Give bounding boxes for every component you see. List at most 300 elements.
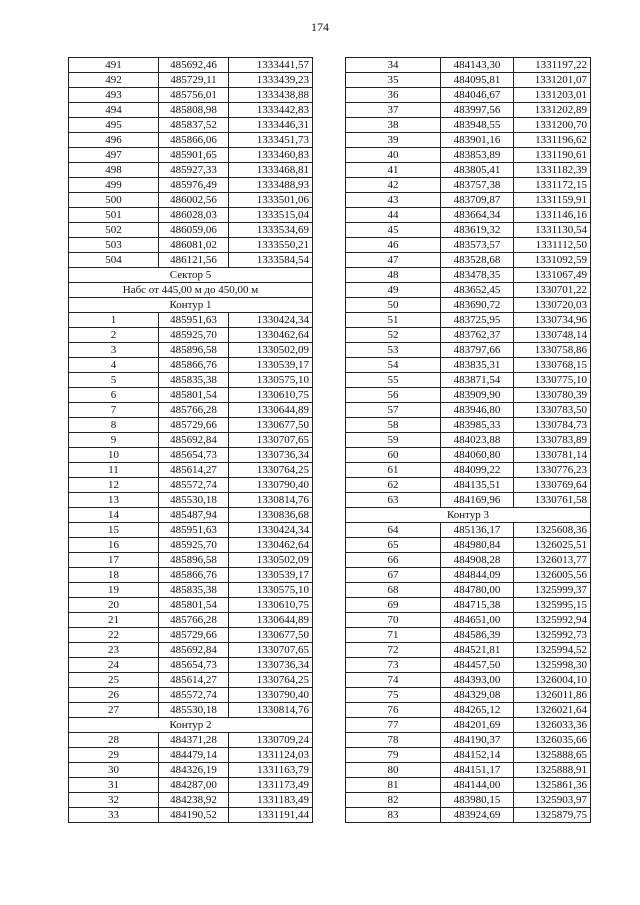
table-row <box>69 658 313 673</box>
x-coordinate-cell: 483835,31 <box>441 358 514 373</box>
point-number-cell: 33 <box>69 808 159 823</box>
x-coordinate-cell: 483871,54 <box>441 373 514 388</box>
x-coordinate-cell: 485896,58 <box>159 553 229 568</box>
table-row <box>346 133 591 148</box>
table-row <box>346 493 591 508</box>
y-coordinate-cell: 1331190,61 <box>514 148 591 163</box>
point-number-cell: 58 <box>346 418 441 433</box>
point-number-cell: 67 <box>346 568 441 583</box>
table-row <box>346 553 591 568</box>
table-row <box>69 253 313 268</box>
section-header-label: Контур 1 <box>69 298 313 313</box>
y-coordinate-cell: 1331200,70 <box>514 118 591 133</box>
x-coordinate-cell: 486121,56 <box>159 253 229 268</box>
y-coordinate-cell: 1330768,15 <box>514 358 591 373</box>
y-coordinate-cell: 1330736,34 <box>229 448 313 463</box>
point-number-cell: 9 <box>69 433 159 448</box>
y-coordinate-cell: 1325888,65 <box>514 748 591 763</box>
y-coordinate-cell: 1325992,94 <box>514 613 591 628</box>
table-row <box>346 313 591 328</box>
x-coordinate-cell: 484980,84 <box>441 538 514 553</box>
y-coordinate-cell: 1330610,75 <box>229 598 313 613</box>
x-coordinate-cell: 485866,76 <box>159 358 229 373</box>
x-coordinate-cell: 485729,66 <box>159 628 229 643</box>
x-coordinate-cell: 485766,28 <box>159 613 229 628</box>
point-number-cell: 16 <box>69 538 159 553</box>
point-number-cell: 8 <box>69 418 159 433</box>
point-number-cell: 76 <box>346 703 441 718</box>
y-coordinate-cell: 1331197,22 <box>514 58 591 73</box>
y-coordinate-cell: 1331202,89 <box>514 103 591 118</box>
x-coordinate-cell: 484371,28 <box>159 733 229 748</box>
y-coordinate-cell: 1330758,86 <box>514 343 591 358</box>
x-coordinate-cell: 483664,34 <box>441 208 514 223</box>
y-coordinate-cell: 1330502,09 <box>229 553 313 568</box>
table-row <box>346 283 591 298</box>
x-coordinate-cell: 486002,56 <box>159 193 229 208</box>
y-coordinate-cell: 1330776,23 <box>514 463 591 478</box>
table-row <box>69 778 313 793</box>
table-row <box>346 178 591 193</box>
x-coordinate-cell: 485729,11 <box>159 73 229 88</box>
table-row <box>69 133 313 148</box>
table-row <box>346 763 591 778</box>
point-number-cell: 28 <box>69 733 159 748</box>
table-row <box>346 103 591 118</box>
table-row <box>346 658 591 673</box>
point-number-cell: 43 <box>346 193 441 208</box>
section-header-label: Контур 2 <box>69 718 313 733</box>
y-coordinate-cell: 1326025,51 <box>514 538 591 553</box>
y-coordinate-cell: 1331191,44 <box>229 808 313 823</box>
point-number-cell: 53 <box>346 343 441 358</box>
y-coordinate-cell: 1333460,83 <box>229 148 313 163</box>
y-coordinate-cell: 1331182,39 <box>514 163 591 178</box>
y-coordinate-cell: 1326004,10 <box>514 673 591 688</box>
point-number-cell: 52 <box>346 328 441 343</box>
table-row <box>69 403 313 418</box>
coordinates-table-left <box>68 57 313 823</box>
point-number-cell: 12 <box>69 478 159 493</box>
y-coordinate-cell: 1331092,59 <box>514 253 591 268</box>
x-coordinate-cell: 485925,70 <box>159 538 229 553</box>
point-number-cell: 11 <box>69 463 159 478</box>
point-number-cell: 64 <box>346 523 441 538</box>
table-row <box>69 628 313 643</box>
x-coordinate-cell: 486081,02 <box>159 238 229 253</box>
point-number-cell: 35 <box>346 73 441 88</box>
point-number-cell: 45 <box>346 223 441 238</box>
y-coordinate-cell: 1331146,16 <box>514 208 591 223</box>
y-coordinate-cell: 1331201,07 <box>514 73 591 88</box>
table-row <box>346 88 591 103</box>
table-row <box>69 748 313 763</box>
x-coordinate-cell: 484190,52 <box>159 808 229 823</box>
point-number-cell: 5 <box>69 373 159 388</box>
point-number-cell: 24 <box>69 658 159 673</box>
y-coordinate-cell: 1330780,39 <box>514 388 591 403</box>
point-number-cell: 72 <box>346 643 441 658</box>
table-row <box>69 688 313 703</box>
y-coordinate-cell: 1333438,88 <box>229 88 313 103</box>
point-number-cell: 494 <box>69 103 159 118</box>
y-coordinate-cell: 1330539,17 <box>229 568 313 583</box>
table-row <box>346 748 591 763</box>
y-coordinate-cell: 1331196,62 <box>514 133 591 148</box>
table-row <box>69 73 313 88</box>
y-coordinate-cell: 1330764,25 <box>229 463 313 478</box>
point-number-cell: 49 <box>346 283 441 298</box>
table-row <box>69 703 313 718</box>
y-coordinate-cell: 1333446,31 <box>229 118 313 133</box>
y-coordinate-cell: 1330734,96 <box>514 313 591 328</box>
y-coordinate-cell: 1330707,65 <box>229 643 313 658</box>
section-header <box>69 718 313 733</box>
x-coordinate-cell: 485951,63 <box>159 313 229 328</box>
x-coordinate-cell: 483946,80 <box>441 403 514 418</box>
point-number-cell: 27 <box>69 703 159 718</box>
point-number-cell: 54 <box>346 358 441 373</box>
point-number-cell: 71 <box>346 628 441 643</box>
point-number-cell: 73 <box>346 658 441 673</box>
y-coordinate-cell: 1333488,93 <box>229 178 313 193</box>
x-coordinate-cell: 485530,18 <box>159 493 229 508</box>
y-coordinate-cell: 1333451,73 <box>229 133 313 148</box>
table-row <box>69 313 313 328</box>
point-number-cell: 74 <box>346 673 441 688</box>
y-coordinate-cell: 1333515,04 <box>229 208 313 223</box>
y-coordinate-cell: 1325879,75 <box>514 808 591 823</box>
y-coordinate-cell: 1330764,25 <box>229 673 313 688</box>
point-number-cell: 44 <box>346 208 441 223</box>
table-row <box>69 58 313 73</box>
x-coordinate-cell: 484190,37 <box>441 733 514 748</box>
table-row <box>346 328 591 343</box>
x-coordinate-cell: 483948,55 <box>441 118 514 133</box>
table-row <box>69 763 313 778</box>
point-number-cell: 22 <box>69 628 159 643</box>
table-row <box>346 598 591 613</box>
x-coordinate-cell: 485866,76 <box>159 568 229 583</box>
y-coordinate-cell: 1330575,10 <box>229 583 313 598</box>
point-number-cell: 503 <box>69 238 159 253</box>
table-row <box>69 553 313 568</box>
y-coordinate-cell: 1325995,15 <box>514 598 591 613</box>
table-row <box>346 778 591 793</box>
table-row <box>69 673 313 688</box>
point-number-cell: 2 <box>69 328 159 343</box>
x-coordinate-cell: 485614,27 <box>159 673 229 688</box>
x-coordinate-cell: 484023,88 <box>441 433 514 448</box>
y-coordinate-cell: 1333468,81 <box>229 163 313 178</box>
point-number-cell: 46 <box>346 238 441 253</box>
table-row <box>69 568 313 583</box>
x-coordinate-cell: 485927,33 <box>159 163 229 178</box>
x-coordinate-cell: 485951,63 <box>159 523 229 538</box>
point-number-cell: 62 <box>346 478 441 493</box>
y-coordinate-cell: 1331163,79 <box>229 763 313 778</box>
point-number-cell: 38 <box>346 118 441 133</box>
point-number-cell: 83 <box>346 808 441 823</box>
table-row <box>346 193 591 208</box>
table-row <box>346 418 591 433</box>
y-coordinate-cell: 1325888,91 <box>514 763 591 778</box>
y-coordinate-cell: 1331203,01 <box>514 88 591 103</box>
point-number-cell: 10 <box>69 448 159 463</box>
table-row <box>69 193 313 208</box>
y-coordinate-cell: 1330424,34 <box>229 313 313 328</box>
point-number-cell: 70 <box>346 613 441 628</box>
table-row <box>69 238 313 253</box>
table-row <box>346 523 591 538</box>
x-coordinate-cell: 483853,89 <box>441 148 514 163</box>
point-number-cell: 7 <box>69 403 159 418</box>
table-row <box>69 103 313 118</box>
x-coordinate-cell: 485866,06 <box>159 133 229 148</box>
y-coordinate-cell: 1333584,54 <box>229 253 313 268</box>
y-coordinate-cell: 1326021,64 <box>514 703 591 718</box>
x-coordinate-cell: 483797,66 <box>441 343 514 358</box>
y-coordinate-cell: 1330575,10 <box>229 373 313 388</box>
x-coordinate-cell: 485835,38 <box>159 583 229 598</box>
point-number-cell: 80 <box>346 763 441 778</box>
x-coordinate-cell: 485654,73 <box>159 448 229 463</box>
table-row <box>69 388 313 403</box>
y-coordinate-cell: 1325903,97 <box>514 793 591 808</box>
table-row <box>346 388 591 403</box>
y-coordinate-cell: 1331124,03 <box>229 748 313 763</box>
y-coordinate-cell: 1330748,14 <box>514 328 591 343</box>
y-coordinate-cell: 1330707,65 <box>229 433 313 448</box>
point-number-cell: 17 <box>69 553 159 568</box>
table-row <box>346 58 591 73</box>
table-row <box>69 793 313 808</box>
y-coordinate-cell: 1325608,36 <box>514 523 591 538</box>
y-coordinate-cell: 1330790,40 <box>229 478 313 493</box>
x-coordinate-cell: 485692,84 <box>159 433 229 448</box>
x-coordinate-cell: 484457,50 <box>441 658 514 673</box>
point-number-cell: 30 <box>69 763 159 778</box>
table-row <box>346 628 591 643</box>
y-coordinate-cell: 1330720,03 <box>514 298 591 313</box>
x-coordinate-cell: 483762,37 <box>441 328 514 343</box>
table-row <box>346 358 591 373</box>
x-coordinate-cell: 483478,35 <box>441 268 514 283</box>
table-row <box>346 478 591 493</box>
x-coordinate-cell: 484152,14 <box>441 748 514 763</box>
x-coordinate-cell: 485837,52 <box>159 118 229 133</box>
table-row <box>69 178 313 193</box>
y-coordinate-cell: 1331130,54 <box>514 223 591 238</box>
y-coordinate-cell: 1326005,56 <box>514 568 591 583</box>
point-number-cell: 50 <box>346 298 441 313</box>
table-row <box>69 148 313 163</box>
y-coordinate-cell: 1330644,89 <box>229 403 313 418</box>
table-row <box>346 208 591 223</box>
x-coordinate-cell: 484151,17 <box>441 763 514 778</box>
y-coordinate-cell: 1325999,37 <box>514 583 591 598</box>
y-coordinate-cell: 1330783,50 <box>514 403 591 418</box>
table-row <box>346 673 591 688</box>
point-number-cell: 63 <box>346 493 441 508</box>
x-coordinate-cell: 484099,22 <box>441 463 514 478</box>
table-row <box>346 253 591 268</box>
x-coordinate-cell: 484586,39 <box>441 628 514 643</box>
section-header-label: Набс от 445,00 м до 450,00 м <box>69 283 313 298</box>
x-coordinate-cell: 485654,73 <box>159 658 229 673</box>
table-row <box>346 268 591 283</box>
point-number-cell: 496 <box>69 133 159 148</box>
table-row <box>69 448 313 463</box>
x-coordinate-cell: 485530,18 <box>159 703 229 718</box>
point-number-cell: 13 <box>69 493 159 508</box>
point-number-cell: 75 <box>346 688 441 703</box>
point-number-cell: 77 <box>346 718 441 733</box>
y-coordinate-cell: 1333439,23 <box>229 73 313 88</box>
table-row <box>346 703 591 718</box>
x-coordinate-cell: 483985,33 <box>441 418 514 433</box>
table-row <box>69 358 313 373</box>
y-coordinate-cell: 1333501,06 <box>229 193 313 208</box>
table-row <box>69 433 313 448</box>
point-number-cell: 69 <box>346 598 441 613</box>
y-coordinate-cell: 1330539,17 <box>229 358 313 373</box>
x-coordinate-cell: 485801,54 <box>159 598 229 613</box>
table-row <box>69 163 313 178</box>
y-coordinate-cell: 1330462,64 <box>229 538 313 553</box>
x-coordinate-cell: 485756,01 <box>159 88 229 103</box>
y-coordinate-cell: 1330836,68 <box>229 508 313 523</box>
x-coordinate-cell: 485487,94 <box>159 508 229 523</box>
table-row <box>69 808 313 823</box>
y-coordinate-cell: 1331172,15 <box>514 178 591 193</box>
x-coordinate-cell: 484329,08 <box>441 688 514 703</box>
table-row <box>346 343 591 358</box>
section-header <box>69 268 313 283</box>
point-number-cell: 32 <box>69 793 159 808</box>
point-number-cell: 21 <box>69 613 159 628</box>
table-row <box>346 448 591 463</box>
x-coordinate-cell: 484651,00 <box>441 613 514 628</box>
x-coordinate-cell: 484135,51 <box>441 478 514 493</box>
table-row <box>346 238 591 253</box>
table-row <box>69 463 313 478</box>
x-coordinate-cell: 485976,49 <box>159 178 229 193</box>
y-coordinate-cell: 1333441,57 <box>229 58 313 73</box>
point-number-cell: 15 <box>69 523 159 538</box>
point-number-cell: 34 <box>346 58 441 73</box>
y-coordinate-cell: 1330644,89 <box>229 613 313 628</box>
y-coordinate-cell: 1330775,10 <box>514 373 591 388</box>
x-coordinate-cell: 485692,46 <box>159 58 229 73</box>
section-header-label: Контур 3 <box>346 508 591 523</box>
x-coordinate-cell: 483619,32 <box>441 223 514 238</box>
x-coordinate-cell: 483528,68 <box>441 253 514 268</box>
y-coordinate-cell: 1326013,77 <box>514 553 591 568</box>
x-coordinate-cell: 485572,74 <box>159 478 229 493</box>
x-coordinate-cell: 483997,56 <box>441 103 514 118</box>
table-row <box>346 118 591 133</box>
point-number-cell: 501 <box>69 208 159 223</box>
x-coordinate-cell: 484201,69 <box>441 718 514 733</box>
y-coordinate-cell: 1333534,69 <box>229 223 313 238</box>
x-coordinate-cell: 483901,16 <box>441 133 514 148</box>
x-coordinate-cell: 484479,14 <box>159 748 229 763</box>
table-row <box>346 718 591 733</box>
point-number-cell: 18 <box>69 568 159 583</box>
x-coordinate-cell: 483924,69 <box>441 808 514 823</box>
y-coordinate-cell: 1331112,50 <box>514 238 591 253</box>
y-coordinate-cell: 1331183,49 <box>229 793 313 808</box>
section-header-label: Сектор 5 <box>69 268 313 283</box>
point-number-cell: 41 <box>346 163 441 178</box>
x-coordinate-cell: 483980,15 <box>441 793 514 808</box>
table-row <box>69 493 313 508</box>
point-number-cell: 39 <box>346 133 441 148</box>
point-number-cell: 1 <box>69 313 159 328</box>
table-row <box>69 373 313 388</box>
point-number-cell: 500 <box>69 193 159 208</box>
point-number-cell: 81 <box>346 778 441 793</box>
table-row <box>346 568 591 583</box>
section-header <box>346 508 591 523</box>
table-row <box>69 208 313 223</box>
point-number-cell: 4 <box>69 358 159 373</box>
y-coordinate-cell: 1326011,86 <box>514 688 591 703</box>
y-coordinate-cell: 1330610,75 <box>229 388 313 403</box>
table-row <box>346 223 591 238</box>
table-row <box>346 298 591 313</box>
y-coordinate-cell: 1325992,73 <box>514 628 591 643</box>
table-row <box>346 793 591 808</box>
y-coordinate-cell: 1330783,89 <box>514 433 591 448</box>
x-coordinate-cell: 485835,38 <box>159 373 229 388</box>
y-coordinate-cell: 1325998,30 <box>514 658 591 673</box>
table-row <box>346 538 591 553</box>
y-coordinate-cell: 1330677,50 <box>229 418 313 433</box>
x-coordinate-cell: 485729,66 <box>159 418 229 433</box>
x-coordinate-cell: 484095,81 <box>441 73 514 88</box>
y-coordinate-cell: 1330769,64 <box>514 478 591 493</box>
x-coordinate-cell: 485766,28 <box>159 403 229 418</box>
table-row <box>69 418 313 433</box>
table-row <box>69 523 313 538</box>
x-coordinate-cell: 486028,03 <box>159 208 229 223</box>
point-number-cell: 56 <box>346 388 441 403</box>
x-coordinate-cell: 484715,38 <box>441 598 514 613</box>
point-number-cell: 78 <box>346 733 441 748</box>
point-number-cell: 48 <box>346 268 441 283</box>
table-row <box>346 688 591 703</box>
x-coordinate-cell: 484046,67 <box>441 88 514 103</box>
y-coordinate-cell: 1330701,22 <box>514 283 591 298</box>
point-number-cell: 497 <box>69 148 159 163</box>
point-number-cell: 79 <box>346 748 441 763</box>
table-row <box>69 328 313 343</box>
x-coordinate-cell: 484326,19 <box>159 763 229 778</box>
y-coordinate-cell: 1330462,64 <box>229 328 313 343</box>
y-coordinate-cell: 1330709,24 <box>229 733 313 748</box>
point-number-cell: 23 <box>69 643 159 658</box>
y-coordinate-cell: 1331173,49 <box>229 778 313 793</box>
page-number: 174 <box>311 20 329 34</box>
x-coordinate-cell: 483757,38 <box>441 178 514 193</box>
x-coordinate-cell: 485925,70 <box>159 328 229 343</box>
point-number-cell: 31 <box>69 778 159 793</box>
x-coordinate-cell: 484287,00 <box>159 778 229 793</box>
y-coordinate-cell: 1330814,76 <box>229 493 313 508</box>
x-coordinate-cell: 484060,80 <box>441 448 514 463</box>
